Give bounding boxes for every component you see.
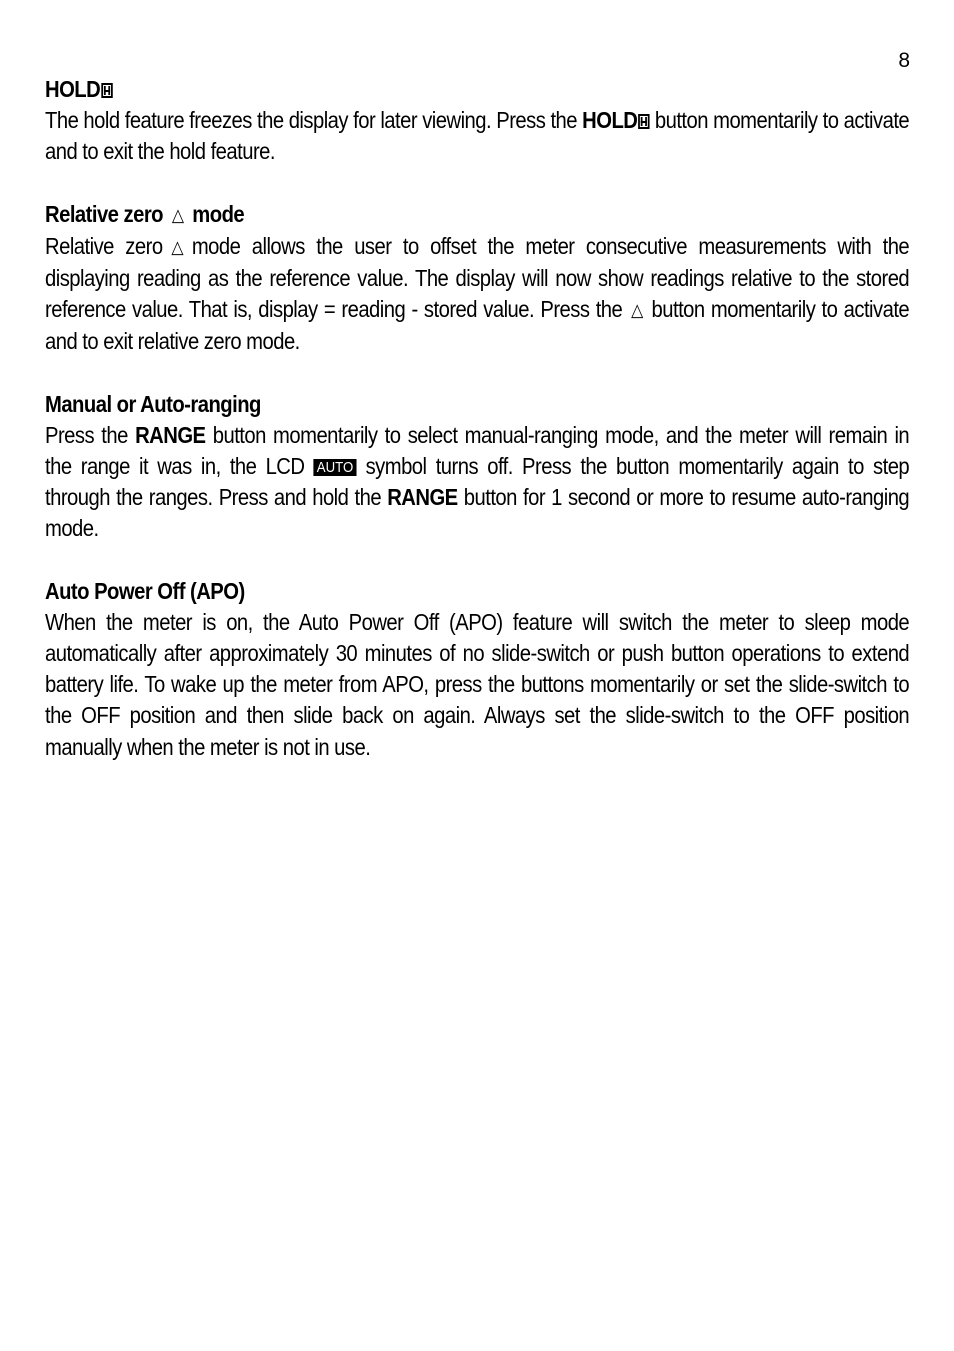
section-ranging — [45, 389, 909, 545]
delta-icon-inline: △ — [171, 236, 184, 257]
section-relative-zero — [45, 199, 909, 358]
relative-heading — [45, 199, 909, 231]
hold-heading — [45, 74, 909, 105]
relative-text-1: Relative zero — [45, 232, 163, 259]
ranging-text-2: button momentarily to select manual-ranging mode, and the meter will remain in the range it was in, the LCD — [45, 421, 910, 480]
ranging-text-1: Press the — [45, 421, 136, 448]
range-button-label-2: RANGE — [387, 484, 458, 511]
ranging-text-3: symbol turns off. Press the button momentarily again to step through the ranges. Press and hold the — [45, 453, 910, 511]
hold-text-1: The hold feature freezes the display for later viewing. Press the — [45, 107, 583, 134]
page-number: 8 — [898, 49, 910, 72]
delta-icon-inline-2: △ — [631, 300, 643, 321]
delta-icon: △ — [171, 204, 184, 225]
section-hold — [45, 74, 909, 168]
hold-text-2: button momentarily to activate and to exit the hold feature. — [45, 107, 910, 165]
apo-body: When the meter is on, the Auto Power Off (APO) feature will switch the meter to sleep mode automatically after approximately 30 minutes of no slide-switch or push button operations to extend battery life. To wake up the meter from APO, press the buttons momentarily or set the slide-switch to the OFF position and then slide back on again. Always set the slide-switch to the OFF position manually when the meter is not in use. — [45, 608, 910, 760]
auto-badge-icon: AUTO — [313, 459, 356, 476]
relative-heading-text-1: Relative zero — [45, 200, 164, 227]
section-apo — [45, 576, 909, 763]
ranging-text-4: button for 1 second or more to resume auto-ranging mode. — [45, 484, 910, 542]
apo-heading: Auto Power Off (APO) — [45, 577, 245, 604]
relative-text-2: mode allows the user to offset the meter consecutive measurements with the displaying reading as the reference value. The display will now show readings relative to the stored reference value. That is, display = reading - stored value. Press the — [45, 232, 910, 323]
relative-heading-text-2: mode — [192, 200, 245, 227]
hold-body — [45, 105, 909, 167]
ranging-heading: Manual or Auto-ranging — [45, 390, 261, 417]
hold-icon — [101, 83, 112, 98]
manual-content — [45, 74, 909, 794]
range-button-label: RANGE — [135, 421, 206, 448]
hold-heading-text: HOLD — [45, 76, 101, 102]
relative-text-3: button momentarily to activate and to exit relative zero mode. — [45, 296, 910, 355]
hold-button-label: HOLD — [582, 107, 638, 134]
ranging-body — [45, 420, 909, 545]
hold-icon-inline — [638, 114, 649, 129]
relative-body — [45, 231, 909, 358]
